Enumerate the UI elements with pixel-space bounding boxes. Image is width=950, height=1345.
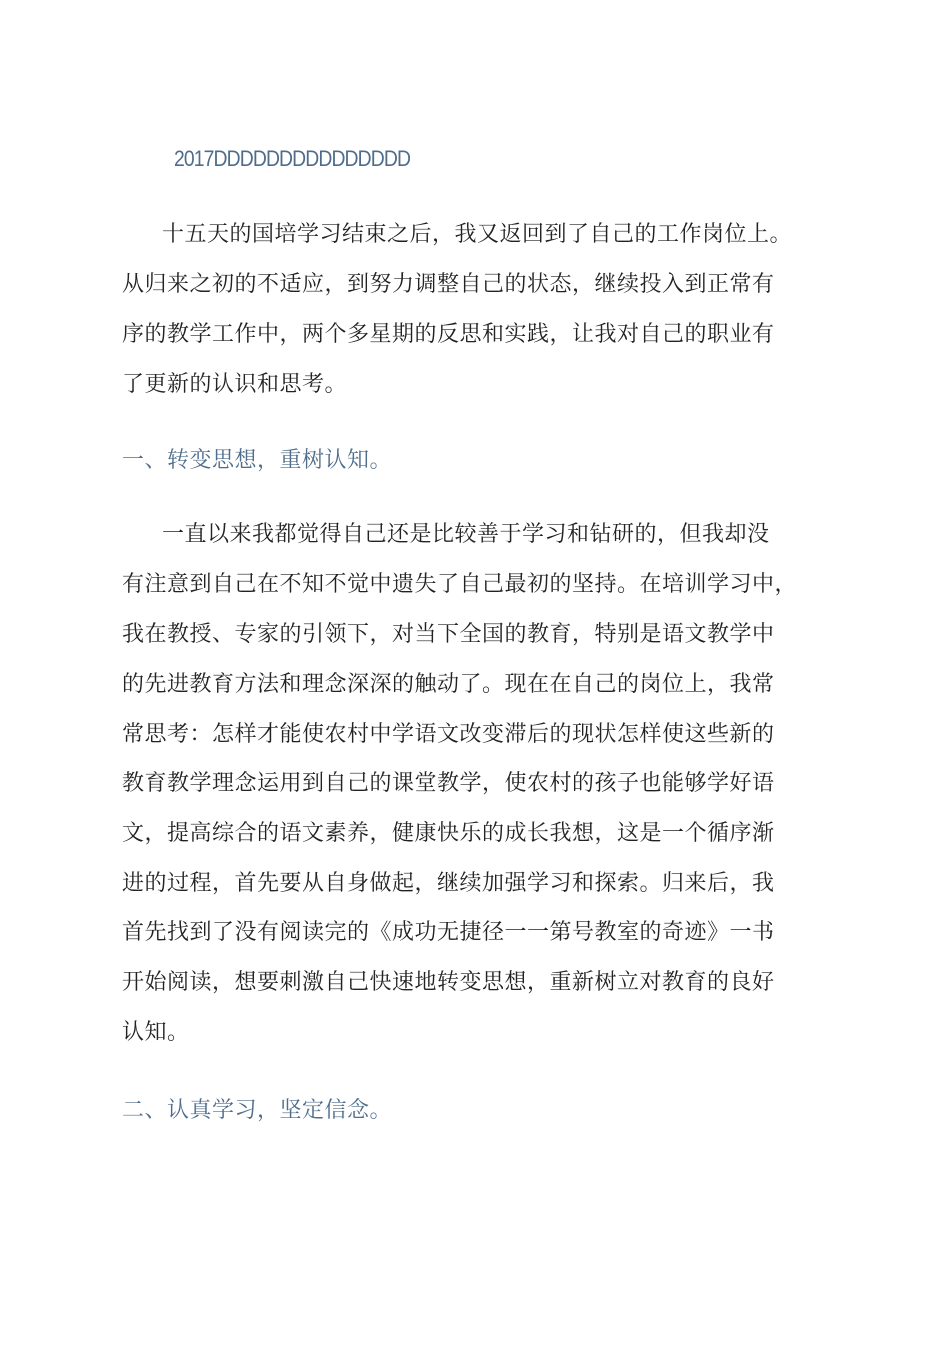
- section1-line: 教育教学理念运用到自己的课堂教学，使农村的孩子也能够学好语: [122, 771, 775, 796]
- intro-line: 十五天的国培学习结束之后，我又返回到了自己的工作岗位上。: [162, 222, 793, 247]
- section1-line: 首先找到了没有阅读完的《成功无捷径一一第号教室的奇迹》一书: [122, 920, 775, 945]
- section-heading-1: 一、转变思想，重树认知。: [122, 448, 393, 473]
- section1-line: 的先进教育方法和理念深深的触动了。现在在自己的岗位上，我常: [122, 672, 775, 697]
- intro-line: 了更新的认识和思考。: [122, 372, 348, 397]
- intro-line: 序的教学工作中，两个多星期的反思和实践，让我对自己的职业有: [122, 322, 775, 347]
- section1-line: 常思考：怎样才能使农村中学语文改变滞后的现状怎样使这些新的: [122, 722, 775, 747]
- document-title: 2017DDDDDDDDDDDDDDD: [174, 146, 411, 171]
- section1-line: 一直以来我都觉得自己还是比较善于学习和钻研的，但我却没: [162, 522, 770, 547]
- section1-line: 有注意到自己在不知不觉中遗失了自己最初的坚持。在培训学习中，: [122, 572, 798, 597]
- section1-line: 进的过程，首先要从自身做起，继续加强学习和探索。归来后，我: [122, 871, 775, 896]
- section1-line: 我在教授、专家的引领下，对当下全国的教育，特别是语文教学中: [122, 622, 775, 647]
- section1-line: 认知。: [122, 1020, 190, 1045]
- intro-line: 从归来之初的不适应，到努力调整自己的状态，继续投入到正常有: [122, 272, 775, 297]
- section-heading-2: 二、认真学习，坚定信念。: [122, 1098, 393, 1123]
- section1-line: 开始阅读，想要刺激自己快速地转变思想，重新树立对教育的良好: [122, 970, 775, 995]
- section1-line: 文，提高综合的语文素养，健康快乐的成长我想，这是一个循序渐: [122, 821, 775, 846]
